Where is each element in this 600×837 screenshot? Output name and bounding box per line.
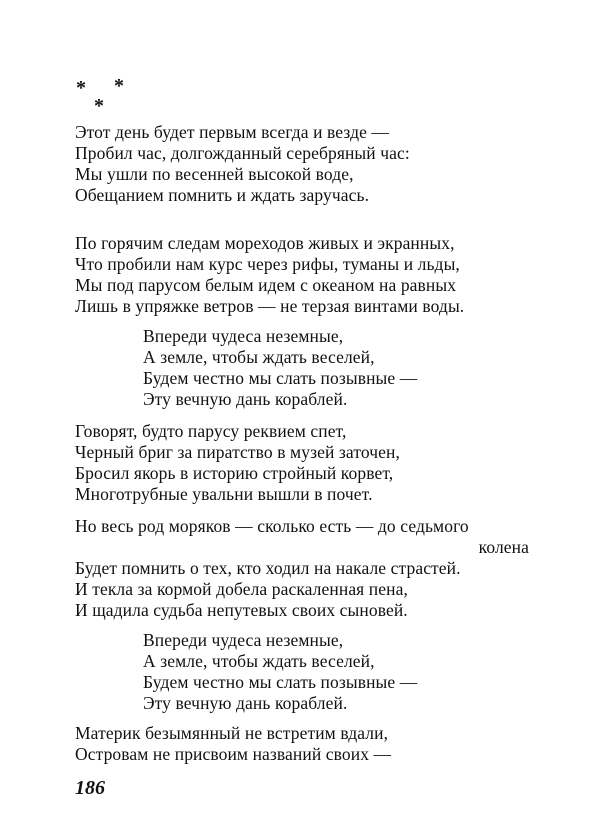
stanza-7 bbox=[75, 723, 535, 765]
stanza-4 bbox=[75, 421, 535, 505]
stanza-5 bbox=[75, 516, 535, 621]
stanza-2 bbox=[75, 233, 535, 317]
poem-line: Пробил час, долгожданный серебряный час: bbox=[75, 143, 410, 163]
poem-line-continuation: колена bbox=[478, 537, 529, 557]
poem-line: Этот день будет первым всегда и везде — bbox=[75, 122, 390, 142]
poem-line: А земле, чтобы ждать веселей, bbox=[143, 651, 375, 671]
poem-line: Эту вечную дань кораблей. bbox=[143, 693, 348, 713]
poem-line: Лишь в упряжке ветров — не терзая винтами воды. bbox=[75, 296, 465, 316]
poem-line: Бросил якорь в историю стройный корвет, bbox=[75, 463, 394, 483]
asterism-divider bbox=[72, 75, 132, 118]
poem-line: Будем честно мы слать позывные — bbox=[143, 672, 418, 692]
refrain-1 bbox=[143, 326, 600, 410]
poem-line: Будет помнить о тех, кто ходил на накале страстей. bbox=[75, 558, 461, 578]
poem-line: Впереди чудеса неземные, bbox=[143, 630, 344, 650]
poem-line: Мы ушли по весенней высокой воде, bbox=[75, 164, 354, 184]
poem-line: Впереди чудеса неземные, bbox=[143, 326, 344, 346]
poem-line: Эту вечную дань кораблей. bbox=[143, 389, 348, 409]
poem-line: Что пробили нам курс через рифы, туманы и льды, bbox=[75, 254, 460, 274]
stanza-1 bbox=[75, 122, 535, 206]
poem-line: Мы под парусом белым идем с океаном на равных bbox=[75, 275, 457, 295]
poem-line: И щадила судьба непутевых своих сыновей. bbox=[75, 600, 408, 620]
poem-line: Обещанием помнить и ждать заручась. bbox=[75, 185, 370, 205]
asterisk-2: * bbox=[114, 75, 124, 97]
page-number: 186 bbox=[75, 777, 105, 799]
poem-line: Материк безымянный не встретим вдали, bbox=[75, 723, 389, 743]
asterisk-3: * bbox=[94, 95, 104, 117]
refrain-2 bbox=[143, 630, 600, 714]
poem-line: Островам не присвоим названий своих — bbox=[75, 744, 392, 764]
asterisk-1: * bbox=[76, 77, 86, 99]
poem-line: По горячим следам мореходов живых и экранных, bbox=[75, 233, 455, 253]
poem-line: Будем честно мы слать позывные — bbox=[143, 368, 418, 388]
poem-line: Черный бриг за пиратство в музей заточен, bbox=[75, 442, 400, 462]
poem-line: И текла за кормой добела раскаленная пена, bbox=[75, 579, 408, 599]
poem-line: Говорят, будто парусу реквием спет, bbox=[75, 421, 347, 441]
poem-line: Многотрубные увальни вышли в почет. bbox=[75, 484, 373, 504]
poem-line: Но весь род моряков — сколько есть — до седьмого bbox=[75, 516, 469, 536]
poem-line: А земле, чтобы ждать веселей, bbox=[143, 347, 375, 367]
